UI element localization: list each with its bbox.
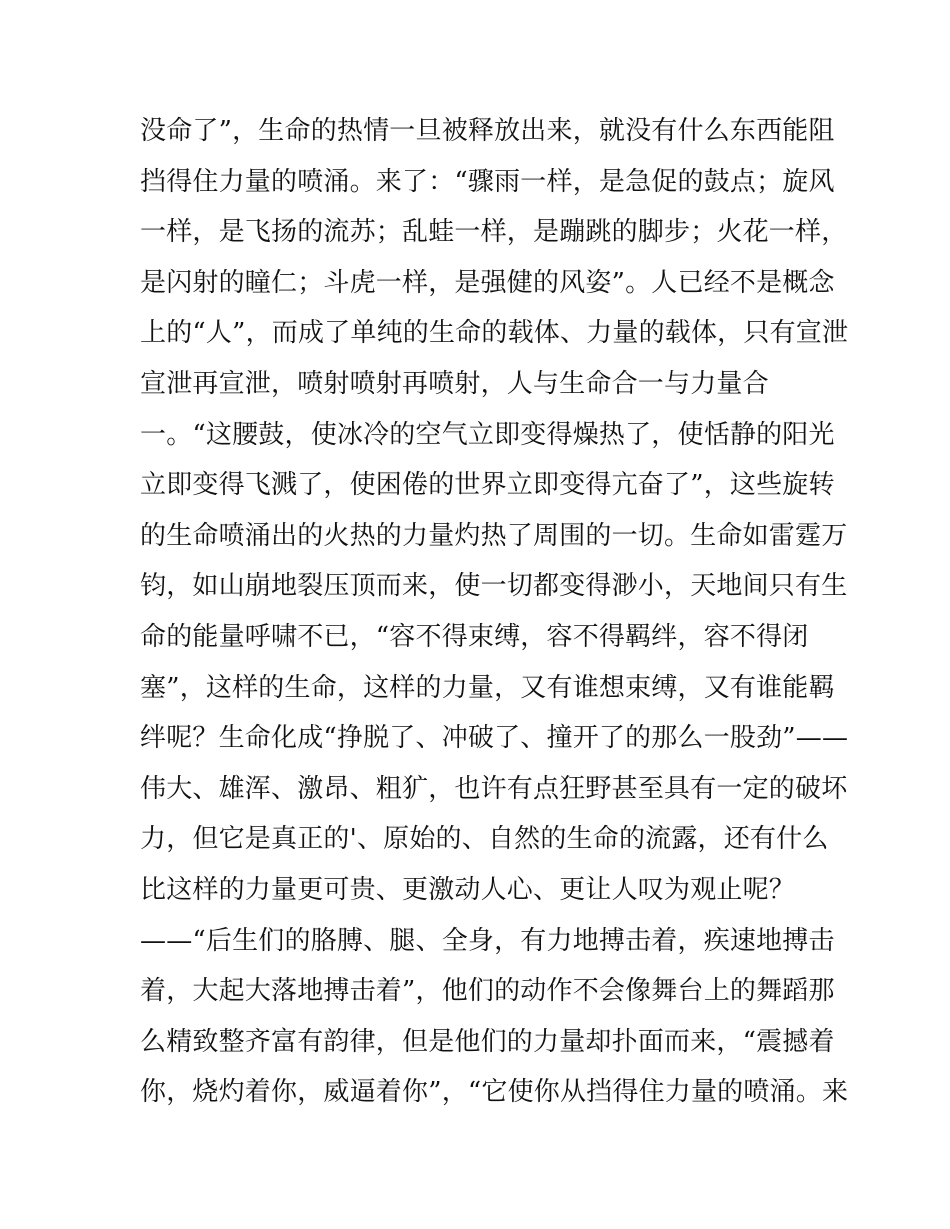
text-line: 一样，是飞扬的流苏；乱蛙一样，是蹦跳的脚步；火花一样， (140, 217, 848, 248)
text-line: 钧，如山崩地裂压顶而来，使一切都变得渺小，天地间只有生 (140, 571, 848, 602)
text-body (140, 106, 849, 1118)
text-line: 的生命喷涌出的火热的力量灼热了周围的一切。生命如雷霆万 (140, 520, 848, 551)
text-line: 挡得住力量的喷涌。来了：“骤雨一样，是急促的鼓点；旋风 (140, 166, 835, 197)
text-line: 没命了”，生命的热情一旦被释放出来，就没有什么东西能阻 (140, 116, 835, 146)
text-line: 上的“人”，而成了单纯的生命的载体、力量的载体，只有宣泄 (140, 318, 849, 349)
text-line: 力，但它是真正的'、原始的、自然的生命的流露，还有什么 (140, 824, 829, 855)
text-line: 命的能量呼啸不已，“容不得束缚，容不得羁绊，容不得闭 (140, 621, 809, 652)
text-line: 立即变得飞溅了，使困倦的世界立即变得亢奋了”，这些旋转 (140, 470, 835, 501)
text-line: 比这样的力量更可贵、更激动人心、更让人叹为观止呢？ (140, 874, 796, 905)
text-line: 宣泄再宣泄，喷射喷射再喷射，人与生命合一与力量合 (140, 368, 769, 399)
text-line: 着，大起大落地搏击着”，他们的动作不会像舞台上的舞蹈那 (140, 976, 835, 1007)
text-line: 绊呢？生命化成“挣脱了、冲破了、撞开了的那么一股劲”—— (140, 723, 849, 754)
text-line: 伟大、雄浑、激昂、粗犷，也许有点狂野甚至具有一定的破坏 (140, 773, 848, 804)
text-line: 是闪射的瞳仁；斗虎一样，是强健的风姿”。人已经不是概念 (140, 267, 835, 298)
text-line: ——“后生们的胳膊、腿、全身，有力地搏击着，疾速地搏击 (140, 925, 835, 956)
text-line: 塞”，这样的生命，这样的力量，又有谁想束缚，又有谁能羁 (140, 672, 835, 703)
text-line: 你，烧灼着你，威逼着你”，“它使你从挡得住力量的喷涌。来 (140, 1077, 849, 1108)
text-line: 一。“这腰鼓，使冰冷的空气立即变得燥热了，使恬静的阳光 (140, 419, 835, 450)
text-line: 么精致整齐富有韵律，但是他们的力量却扑面而来，“震撼着 (140, 1026, 835, 1057)
